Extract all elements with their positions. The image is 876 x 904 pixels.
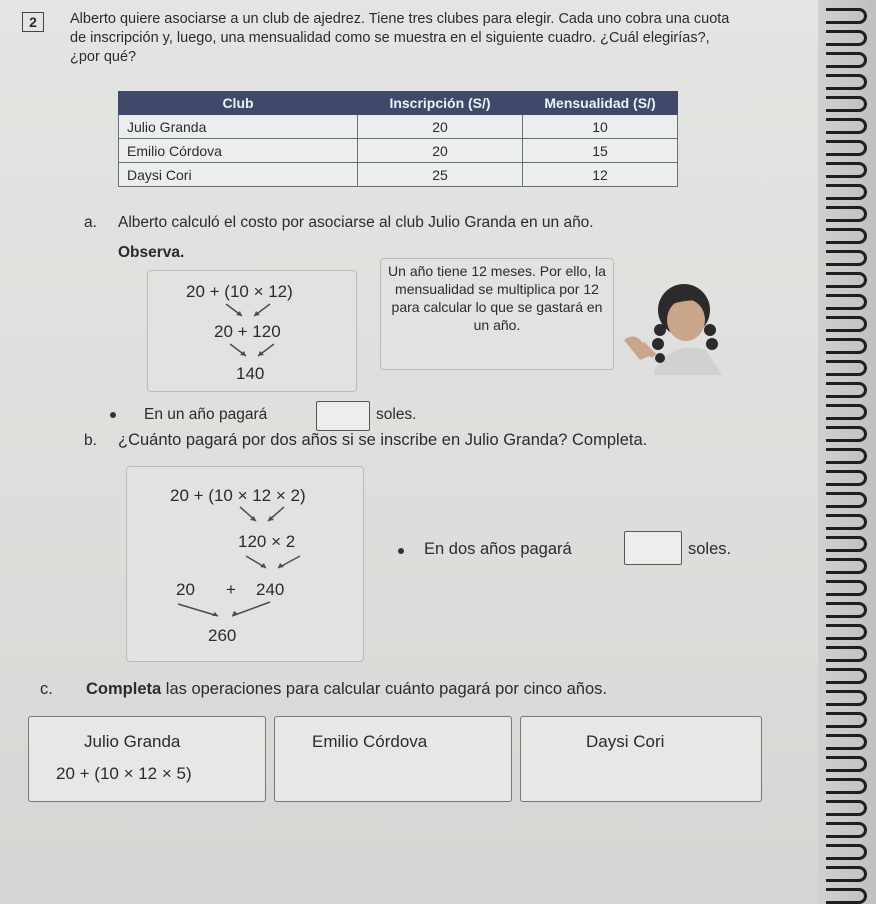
spiral-ring [826, 558, 867, 574]
header-inscripcion: Inscripción (S/) [358, 92, 523, 115]
spiral-ring [826, 184, 867, 200]
part-c-letter: c. [40, 680, 53, 698]
spiral-ring [826, 624, 867, 640]
spiral-ring [826, 52, 867, 68]
table-cell: Emilio Córdova [119, 139, 358, 163]
calc-a-line2: 20 + 120 [214, 322, 281, 341]
part-a-text: Alberto calculó el costo por asociarse al club Julio Granda en un año. [118, 214, 594, 231]
spiral-ring [826, 8, 867, 24]
calc-b-line2: 120 × 2 [238, 532, 296, 551]
converge-arrows-icon [218, 302, 278, 320]
part-b-statement [84, 431, 647, 450]
julio-granda-expression: 20 + (10 × 12 × 5) [56, 764, 192, 783]
spiral-ring [826, 382, 867, 398]
spiral-ring [826, 96, 867, 112]
spiral-binding [818, 0, 876, 904]
table-cell: 20 [358, 139, 523, 163]
header-mensualidad: Mensualidad (S/) [523, 92, 678, 115]
spiral-ring [826, 536, 867, 552]
part-a-statement [84, 214, 594, 232]
answer-box-two-years[interactable] [624, 531, 682, 565]
table-cell: 10 [523, 115, 678, 139]
part-c-bold: Completa [86, 680, 162, 698]
operation-header-daysi-cori: Daysi Cori [586, 732, 665, 751]
spiral-ring [826, 690, 867, 706]
bullet [398, 548, 404, 554]
part-b-answer-text: En dos años pagará [424, 540, 572, 558]
spiral-ring [826, 844, 867, 860]
calc-b-line3-plus: + [226, 580, 236, 599]
spiral-ring [826, 272, 867, 288]
calc-b-line1: 20 + (10 × 12 × 2) [170, 486, 306, 505]
spiral-ring [826, 888, 867, 904]
spiral-ring [826, 822, 867, 838]
spiral-ring [826, 514, 867, 530]
part-b-letter: b. [84, 432, 97, 449]
spiral-ring [826, 800, 867, 816]
part-a-answer-unit: soles. [376, 406, 417, 423]
table-cell: 15 [523, 139, 678, 163]
table-row [119, 115, 678, 139]
operation-header-julio-granda: Julio Granda [84, 732, 181, 751]
spiral-ring [826, 74, 867, 90]
spiral-ring [826, 866, 867, 882]
converge-arrows-icon [238, 552, 308, 572]
spiral-ring [826, 470, 867, 486]
spiral-ring [826, 316, 867, 332]
spiral-ring [826, 756, 867, 772]
converge-arrows-icon [170, 600, 280, 620]
spiral-ring [826, 426, 867, 442]
part-c-text: las operaciones para calcular cuánto pagará por cinco años. [161, 680, 607, 698]
operation-box-julio-granda[interactable] [28, 716, 266, 802]
spiral-ring [826, 712, 867, 728]
operation-box-daysi-cori[interactable] [520, 716, 762, 802]
spiral-ring [826, 250, 867, 266]
spiral-ring [826, 338, 867, 354]
table-cell: 20 [358, 115, 523, 139]
spiral-ring [826, 734, 867, 750]
spiral-ring [826, 778, 867, 794]
spiral-ring [826, 404, 867, 420]
spiral-ring [826, 492, 867, 508]
calc-b-result: 260 [208, 626, 237, 645]
spiral-ring [826, 206, 867, 222]
calc-a-line1: 20 + (10 × 12) [186, 282, 293, 301]
part-c-statement [40, 680, 607, 699]
girl-illustration-icon [614, 270, 734, 380]
calc-b-line3-left: 20 [176, 580, 195, 599]
table-header-row [119, 92, 678, 115]
spiral-ring [826, 228, 867, 244]
spiral-ring [826, 668, 867, 684]
spiral-ring [826, 30, 867, 46]
converge-arrows-icon [232, 505, 292, 525]
header-club: Club [119, 92, 358, 115]
converge-arrows-icon [222, 342, 282, 360]
table-row [119, 163, 678, 187]
calc-b-line3-right: 240 [256, 580, 285, 599]
operation-header-emilio-cordova: Emilio Córdova [312, 732, 428, 751]
spiral-ring [826, 140, 867, 156]
bullet [110, 412, 116, 418]
part-b-answer-unit: soles. [688, 540, 732, 558]
part-b-text: ¿Cuánto pagará por dos años si se inscribe en Julio Granda? Completa. [118, 431, 648, 449]
spiral-ring [826, 360, 867, 376]
spiral-ring [826, 448, 867, 464]
clubs-table [118, 91, 678, 187]
speech-bubble-text: Un año tiene 12 meses. Por ello, la mensualidad se multiplica por 12 para calcular lo que se gastará en un año. [388, 263, 606, 333]
calc-a-result: 140 [236, 364, 265, 383]
question-intro: Alberto quiere asociarse a un club de ajedrez. Tiene tres clubes para elegir. Cada uno cobra una cuota de inscripción y, luego, una mensualidad como se muestra en el siguiente cuadro. ¿Cuál elegirías?, ¿por qué? [70, 11, 730, 65]
table-cell: Julio Granda [119, 115, 358, 139]
part-a-letter: a. [84, 214, 97, 231]
table-row [119, 139, 678, 163]
table-cell: 12 [523, 163, 678, 187]
table-cell: 25 [358, 163, 523, 187]
spiral-ring [826, 162, 867, 178]
spiral-ring [826, 118, 867, 134]
spiral-ring [826, 294, 867, 310]
part-a-answer-text: En un año pagará [144, 406, 268, 423]
question-number: 2 [22, 12, 44, 32]
answer-box-one-year[interactable] [316, 401, 370, 431]
operation-box-emilio-cordova[interactable] [274, 716, 512, 802]
observa-label: Observa. [118, 244, 185, 261]
spiral-ring [826, 580, 867, 596]
spiral-ring [826, 602, 867, 618]
spiral-ring [826, 646, 867, 662]
table-cell: Daysi Cori [119, 163, 358, 187]
